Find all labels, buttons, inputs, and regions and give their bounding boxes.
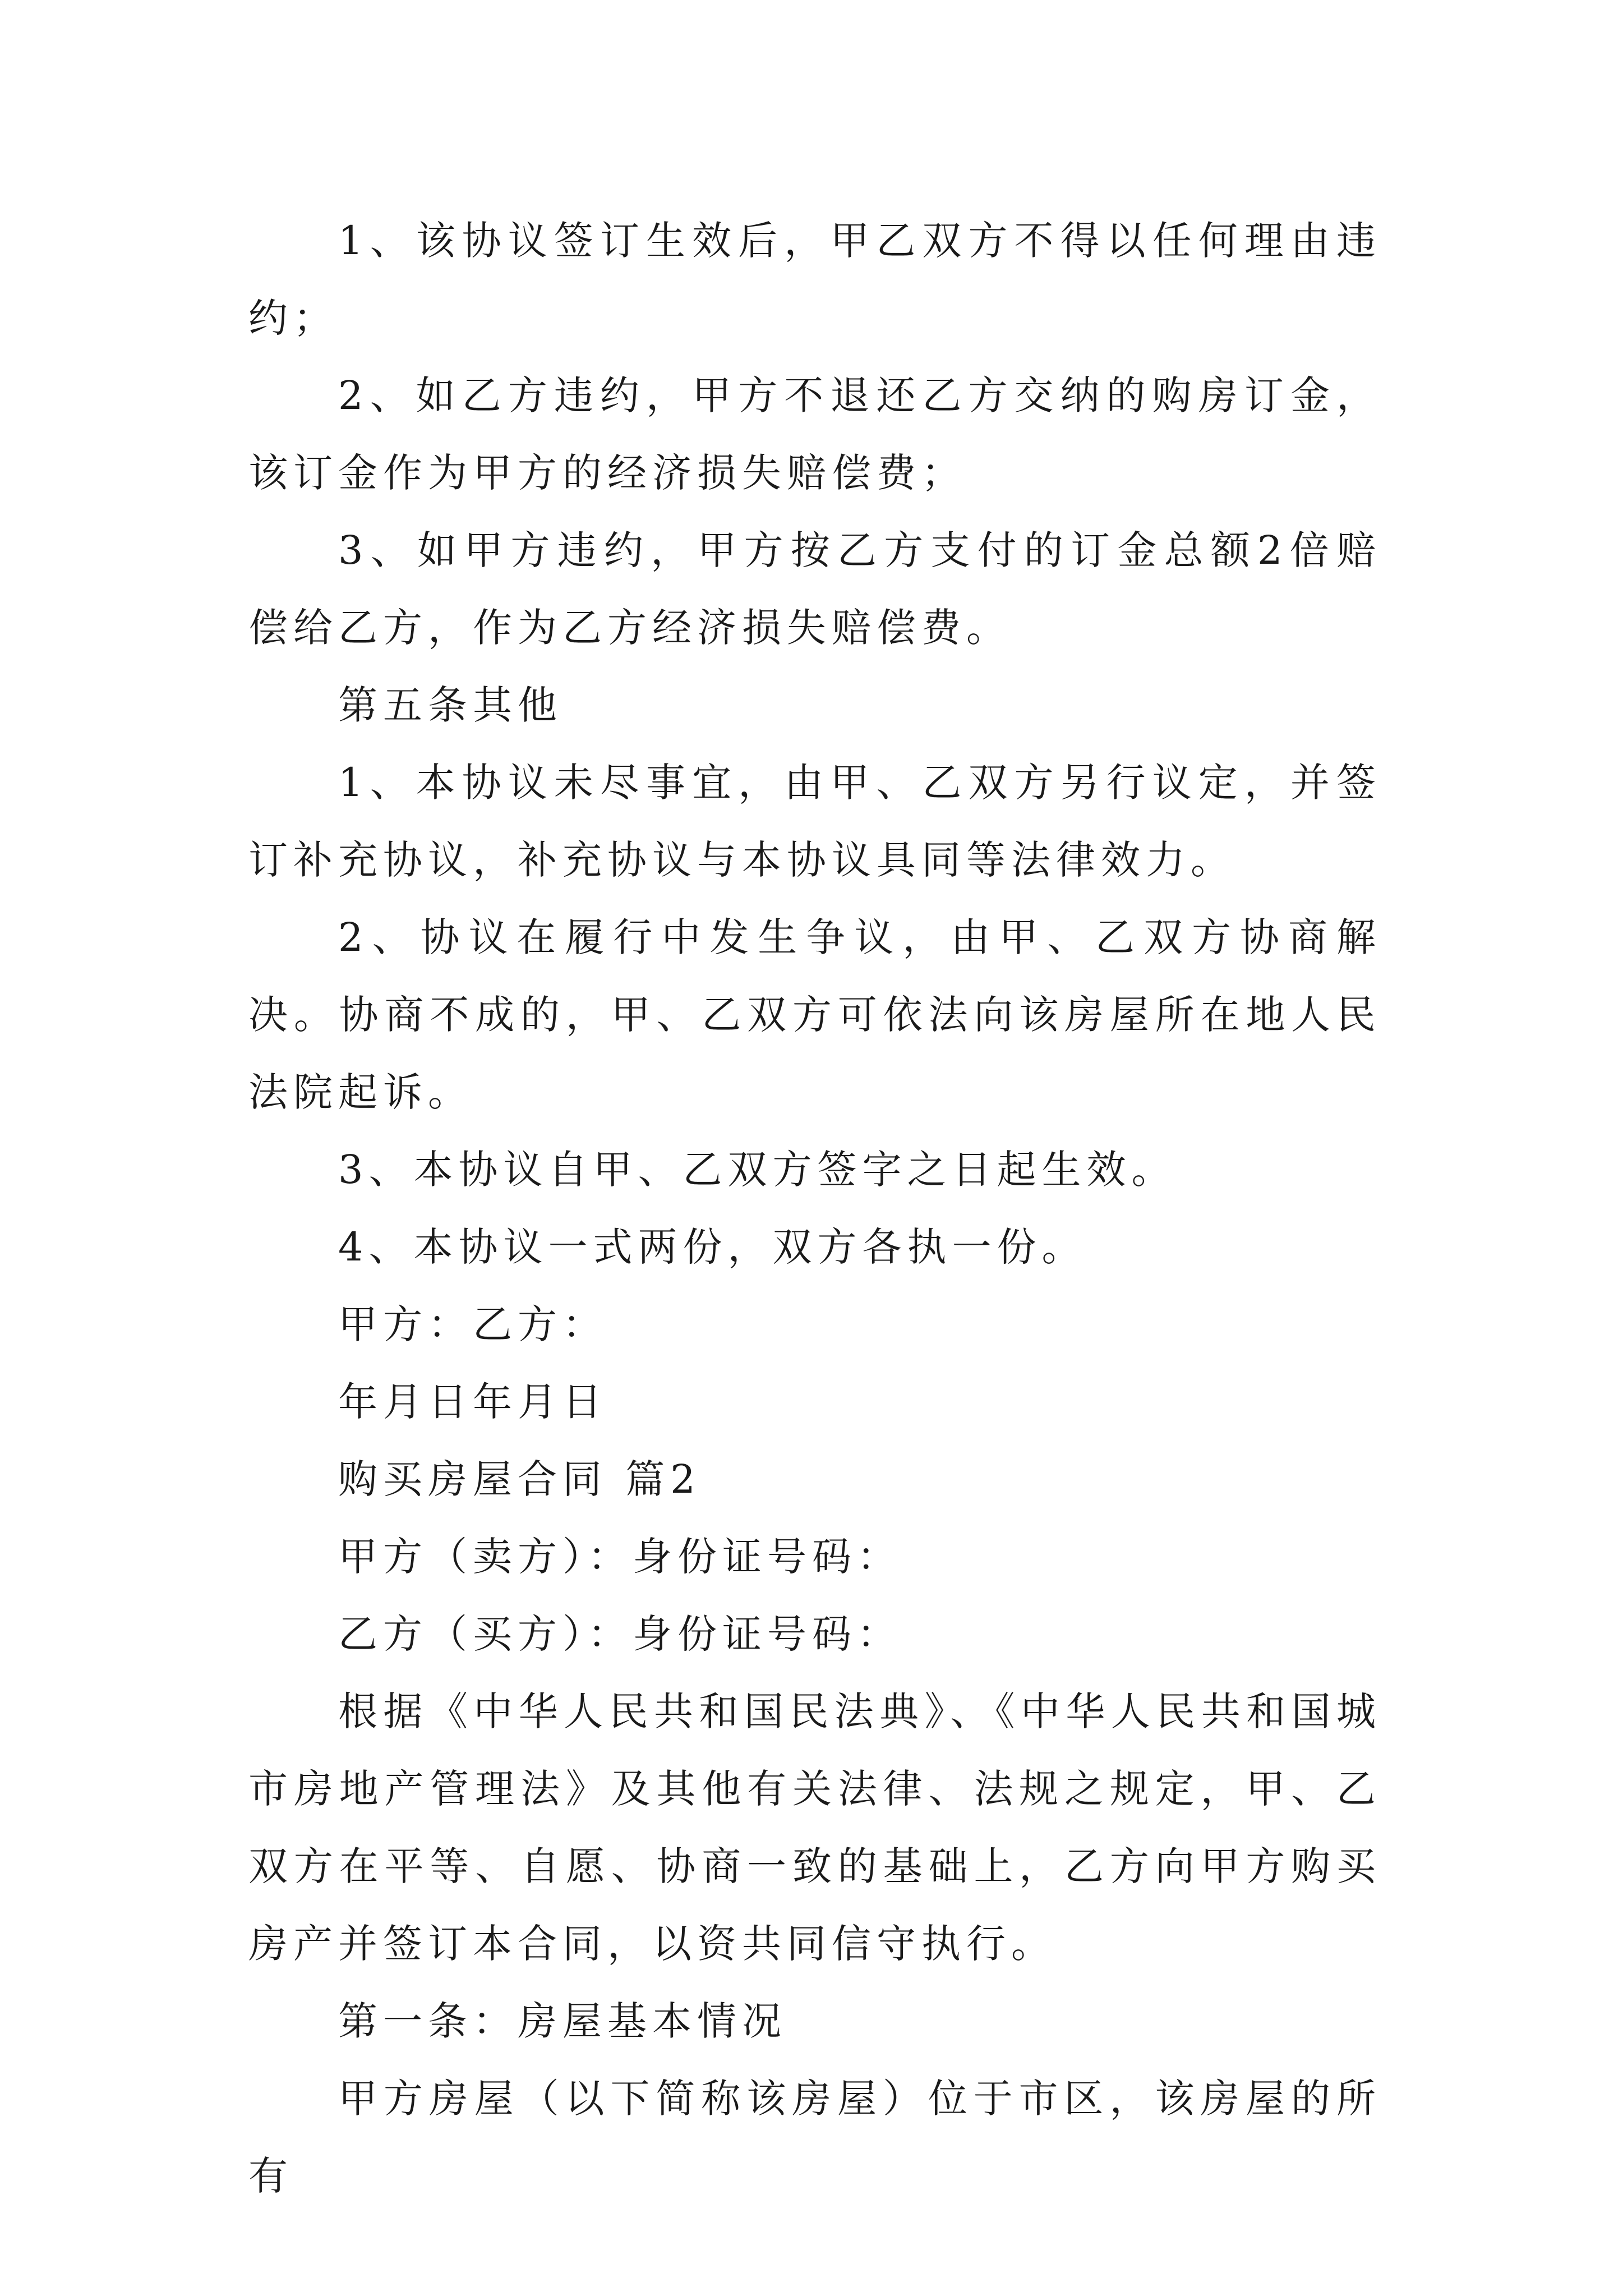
document-body <box>248 202 1381 2215</box>
clause-paragraph: 1、该协议签订生效后，甲乙双方不得以任何理由违约； <box>248 218 1381 341</box>
section-heading: 第五条其他 <box>338 682 562 728</box>
signature-line: 甲方：乙方： <box>338 1301 607 1347</box>
contract-title: 购买房屋合同 篇2 <box>338 1456 701 1502</box>
preamble-paragraph: 根据《中华人民共和国民法典》、《中华人民共和国城市房地产管理法》及其他有关法律、法规之规定，甲、乙双方在平等、自愿、协商一致的基础上，乙方向甲方购买房产并签订本合同，以资共同信守执行。 <box>248 1688 1381 1967</box>
date-line: 年月日年月日 <box>338 1379 607 1425</box>
buyer-line: 乙方（买方）：身份证号码： <box>338 1611 902 1657</box>
seller-line: 甲方（卖方）：身份证号码： <box>338 1534 902 1580</box>
clause-paragraph: 1、本协议未尽事宜，由甲、乙双方另行议定，并签订补充协议，补充协议与本协议具同等法律效力。 <box>248 760 1381 883</box>
clause-paragraph: 3、如甲方违约，甲方按乙方支付的订金总额2倍赔偿给乙方，作为乙方经济损失赔偿费。 <box>248 527 1381 651</box>
clause-paragraph: 甲方房屋（以下简称该房屋）位于市区，该房屋的所有 <box>248 2076 1381 2199</box>
clause-paragraph: 2、如乙方违约，甲方不退还乙方交纳的购房订金，该订金作为甲方的经济损失赔偿费； <box>248 372 1381 496</box>
clause-paragraph: 2、协议在履行中发生争议，由甲、乙双方协商解决。协商不成的，甲、乙双方可依法向该房屋所在地人民法院起诉。 <box>248 914 1381 1115</box>
section-heading: 第一条：房屋基本情况 <box>338 1998 787 2044</box>
clause-paragraph: 3、本协议自甲、乙双方签字之日起生效。 <box>338 1147 1177 1193</box>
clause-paragraph: 4、本协议一式两份，双方各执一份。 <box>338 1224 1087 1270</box>
